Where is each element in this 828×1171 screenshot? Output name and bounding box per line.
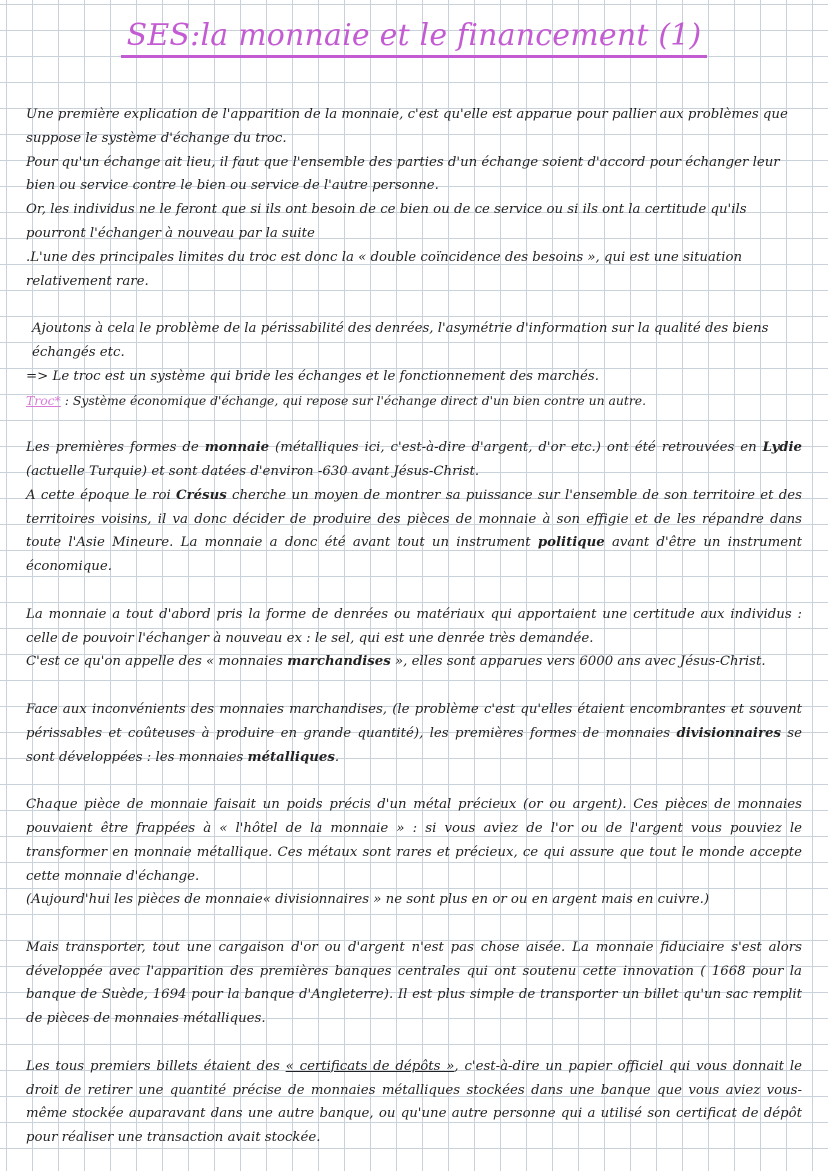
spacer xyxy=(26,674,802,698)
definition-text: : Système économique d'échange, qui repose sur l'échange direct d'un bien contre un autre. xyxy=(64,392,647,408)
spacer xyxy=(26,412,802,436)
paragraph-fiduciaire: Mais transporter, tout une cargaison d'or ou d'argent n'est pas chose aisée. La monnaie fiduciaire s'est alors développée avec l'apparition des premières banques centrales qui ont soutenu cette innovation ( 1668 pour la banque de Suède, 1694 pour la banque d'Angleterre). Il est plus simple de transporter un billet qu'un sac remplit de pièces de monnaies métalliques. xyxy=(26,939,802,1027)
paragraph-limits: Ajoutons à cela le problème de la périssabilité des denrées, l'asymétrie d'information sur la qualité des biens échangés etc. xyxy=(32,321,769,360)
paragraph-cuivre: (Aujourd'hui les pièces de monnaie« divisionnaires » ne sont plus en or ou en argent mais en cuivre.) xyxy=(26,892,710,908)
paragraph-troc-1: Une première explication de l'apparition de la monnaie, c'est qu'elle est apparue pour pallier aux problèmes que suppose le système d'échange du troc. xyxy=(26,107,788,146)
spacer xyxy=(26,769,802,793)
paragraph-denrees: La monnaie a tout d'abord pris la forme de denrées ou matériaux qui apportaient une certitude aux individus : celle de pouvoir l'échanger à nouveau ex : le sel, qui est une denrée très demandée. xyxy=(26,606,802,646)
definition-troc xyxy=(26,389,802,413)
paragraph-troc-2: Pour qu'un échange ait lieu, il faut que l'ensemble des parties d'un échange soient d'accord pour échanger leur bien ou service contre le bien ou service de l'autre personne. xyxy=(26,154,780,194)
paragraph-troc-4: .L'une des principales limites du troc est donc la « double coïncidence des besoins », qui est une situation relativement rare. xyxy=(26,249,743,289)
spacer xyxy=(26,293,802,317)
paragraph-metal: Chaque pièce de monnaie faisait un poids précis d'un métal précieux (or ou argent). Ces pièces de monnaies pouvaient être frappées à « l'hôtel de la monnaie » : si vous aviez de l'or ou de l'argent vous pouviez le transformer en monnaie métallique. Ces métaux sont rares et précieux, ce qui assure que tout le monde accepte cette monnaie d'échange. xyxy=(26,797,802,884)
spacer xyxy=(26,579,802,603)
paragraph-conclusion: => Le troc est un système qui bride les échanges et le fonctionnement des marchés. xyxy=(26,368,599,384)
note-body xyxy=(26,103,802,1150)
paragraph-divisionnaires: Face aux inconvénients des monnaies marchandises, (le problème c'est qu'elles étaient encombrantes et souvent périssables et coûteuses à produire en grande quantité), les premières formes de monnaies divisionnaires se sont développées : les monnaies métalliques. xyxy=(26,701,802,765)
definition-term: Troc* xyxy=(26,392,61,408)
paragraph-billets: Les tous premiers billets étaient des « certificats de dépôts », c'est-à-dire un papier officiel qui vous donnait le droit de retirer une quantité précise de monnaies métalliques stockées dans une banque que vous aviez vous-même stockée auparavant dans une autre banque, ou qu'une autre personne qui a utilisé son certificat de dépôt pour réaliser une transaction avait stockée. xyxy=(26,1058,802,1146)
spacer xyxy=(26,912,802,936)
page-title: SES:la monnaie et le financement (1) xyxy=(0,18,828,53)
paragraph-lydie: Les premières formes de monnaie (métalliques ici, c'est-à-dire d'argent, d'or etc.) ont été retrouvées en Lydie (actuelle Turquie) et sont datées d'environ -630 avant Jésus-Christ. xyxy=(26,440,802,479)
spacer xyxy=(26,1031,802,1055)
paragraph-marchandises: C'est ce qu'on appelle des « monnaies marchandises », elles sont apparues vers 6000 ans avec Jésus-Christ. xyxy=(26,654,766,670)
paragraph-cresus: A cette époque le roi Crésus cherche un moyen de montrer sa puissance sur l'ensemble de son territoire et des territoires voisins, il va donc décider de produire des pièces de monnaie à son effigie et de les répandre dans toute l'Asie Mineure. La monnaie a donc été avant tout un instrument politique avant d'être un instrument économique. xyxy=(26,487,802,575)
paragraph-troc-3: Or, les individus ne le feront que si ils ont besoin de ce bien ou de ce service ou si ils ont la certitude qu'ils pourront l'échanger à nouveau par la suite xyxy=(26,202,747,241)
